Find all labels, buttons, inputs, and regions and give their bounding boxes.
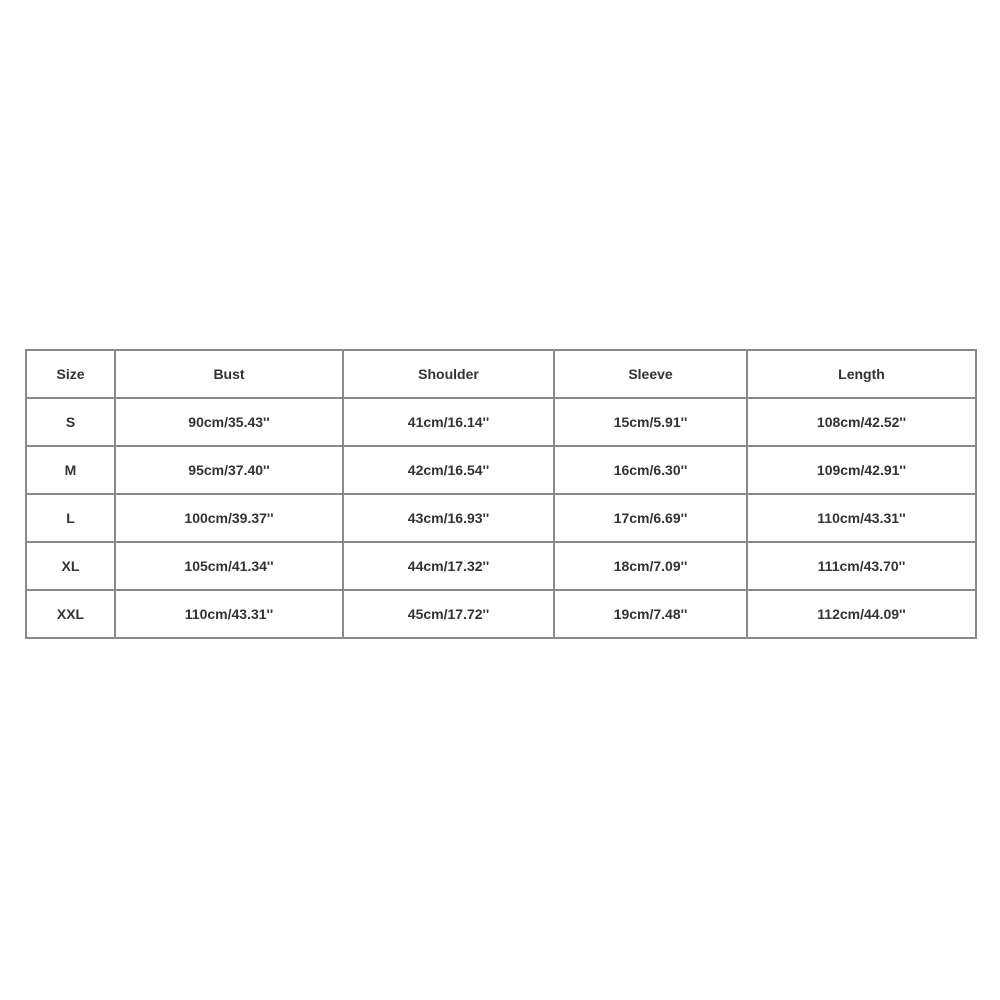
cell-bust: 90cm/35.43'' <box>115 398 343 446</box>
cell-shoulder: 45cm/17.72'' <box>343 590 554 638</box>
cell-shoulder: 42cm/16.54'' <box>343 446 554 494</box>
table-row <box>26 542 976 590</box>
cell-shoulder: 43cm/16.93'' <box>343 494 554 542</box>
header-bust: Bust <box>115 350 343 398</box>
cell-shoulder: 41cm/16.14'' <box>343 398 554 446</box>
cell-sleeve: 19cm/7.48'' <box>554 590 747 638</box>
cell-bust: 100cm/39.37'' <box>115 494 343 542</box>
table-row <box>26 398 976 446</box>
header-sleeve: Sleeve <box>554 350 747 398</box>
cell-sleeve: 15cm/5.91'' <box>554 398 747 446</box>
cell-length: 109cm/42.91'' <box>747 446 976 494</box>
table-header-row <box>26 350 976 398</box>
cell-sleeve: 16cm/6.30'' <box>554 446 747 494</box>
cell-length: 108cm/42.52'' <box>747 398 976 446</box>
table-row <box>26 494 976 542</box>
size-chart-table <box>25 349 977 639</box>
cell-size: XXL <box>26 590 115 638</box>
header-size: Size <box>26 350 115 398</box>
cell-shoulder: 44cm/17.32'' <box>343 542 554 590</box>
cell-bust: 95cm/37.40'' <box>115 446 343 494</box>
cell-length: 112cm/44.09'' <box>747 590 976 638</box>
cell-length: 110cm/43.31'' <box>747 494 976 542</box>
cell-size: M <box>26 446 115 494</box>
table-row <box>26 590 976 638</box>
cell-length: 111cm/43.70'' <box>747 542 976 590</box>
cell-sleeve: 18cm/7.09'' <box>554 542 747 590</box>
cell-size: XL <box>26 542 115 590</box>
header-length: Length <box>747 350 976 398</box>
cell-sleeve: 17cm/6.69'' <box>554 494 747 542</box>
cell-size: S <box>26 398 115 446</box>
table-row <box>26 446 976 494</box>
cell-size: L <box>26 494 115 542</box>
header-shoulder: Shoulder <box>343 350 554 398</box>
cell-bust: 110cm/43.31'' <box>115 590 343 638</box>
cell-bust: 105cm/41.34'' <box>115 542 343 590</box>
